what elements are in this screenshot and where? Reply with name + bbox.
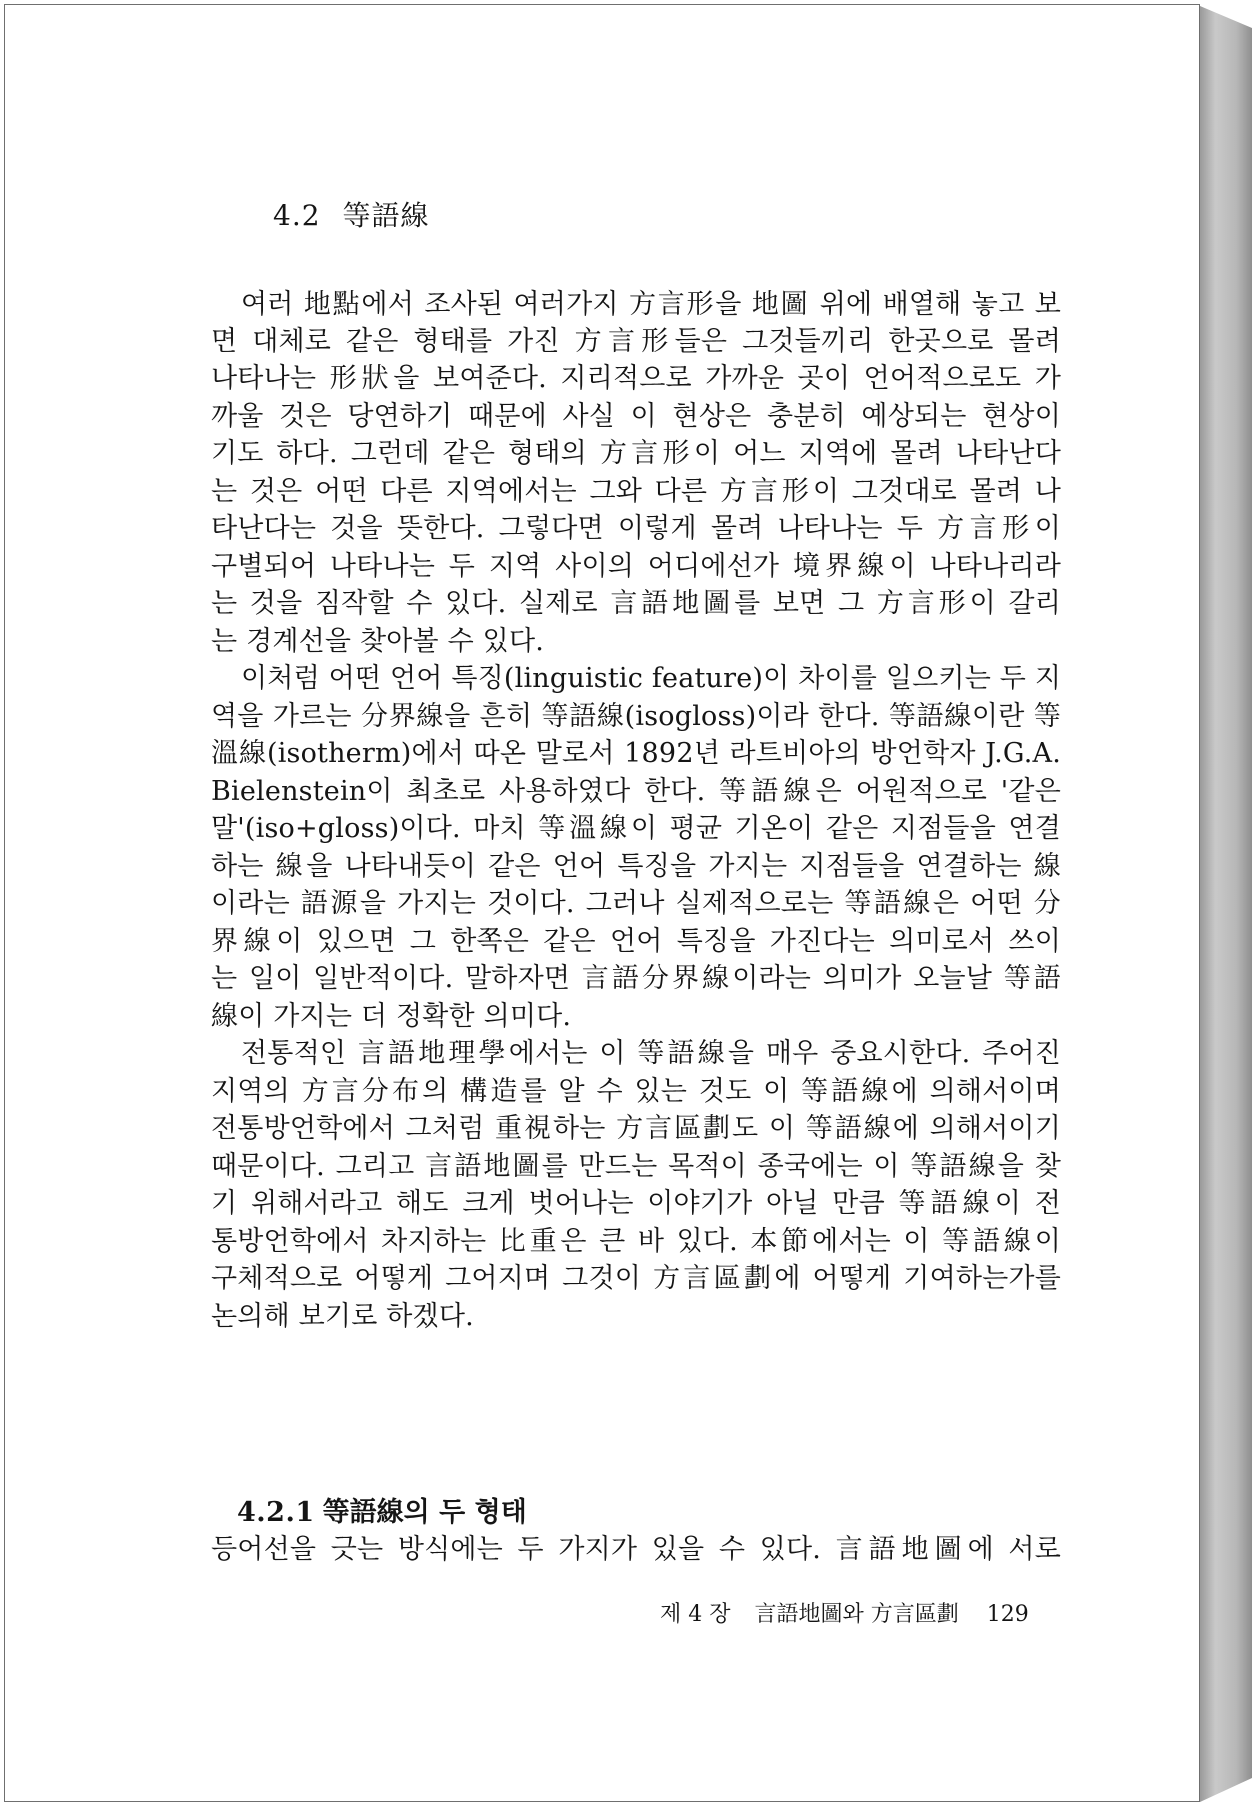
body-line: 타난다는 것을 뜻한다. 그렇다면 이렇게 몰려 나타나는 두 方言形이 xyxy=(211,513,1061,544)
subsection-heading xyxy=(237,1496,527,1530)
subsection-title: 等語線의 두 형태 xyxy=(322,1497,527,1528)
page-content xyxy=(211,5,1061,1801)
body-line: 말'(iso+gloss)이다. 마치 等溫線이 평균 기온이 같은 지점들을 연결 xyxy=(211,813,1061,844)
body-line: 界線이 있으면 그 한쪽은 같은 언어 특징을 가진다는 의미로서 쓰이 xyxy=(211,926,1061,957)
body-line: 는 일이 일반적이다. 말하자면 言語分界線이라는 의미가 오늘날 等語 xyxy=(211,963,1061,994)
section-heading xyxy=(273,198,430,234)
running-footer xyxy=(660,1600,1029,1630)
body-line: 溫線(isotherm)에서 따온 말로서 1892년 라트비아의 방언학자 J.G.A. xyxy=(211,738,1061,769)
body-line: 때문이다. 그리고 言語地圖를 만드는 목적이 종국에는 이 等語線을 찾 xyxy=(211,1151,1061,1182)
body-line: 하는 線을 나타내듯이 같은 언어 특징을 가지는 지점들을 연결하는 線 xyxy=(211,851,1061,882)
page-number: 129 xyxy=(986,1602,1029,1627)
body-line: 기 위해서라고 해도 크게 벗어나는 이야기가 아닐 만큼 等語線이 전 xyxy=(211,1188,1061,1219)
body-line: 이처럼 어떤 언어 특징(linguistic feature)이 차이를 일으키는 두 지 xyxy=(241,663,1062,694)
body-line: 통방언학에서 차지하는 比重은 큰 바 있다. 本節에서는 이 等語線이 xyxy=(211,1226,1061,1257)
body-line: 이라는 語源을 가지는 것이다. 그러나 실제적으로는 等語線은 어떤 分 xyxy=(211,888,1061,919)
body-line: 기도 하다. 그런데 같은 형태의 方言形이 어느 지역에 몰려 나타난다 xyxy=(211,438,1061,469)
body-line: 전통적인 言語地理學에서는 이 等語線을 매우 중요시한다. 주어진 xyxy=(241,1038,1061,1069)
body-line: 전통방언학에서 그처럼 重視하는 方言區劃도 이 等語線에 의해서이기 xyxy=(211,1113,1061,1144)
body-line: 는 경계선을 찾아볼 수 있다. xyxy=(211,626,545,657)
body-line: 역을 가르는 分界線을 흔히 等語線(isogloss)이라 한다. 等語線이란 等 xyxy=(211,701,1061,732)
body-line: 까울 것은 당연하기 때문에 사실 이 현상은 충분히 예상되는 현상이 xyxy=(211,401,1061,432)
section-number: 4.2 xyxy=(273,199,321,232)
footer-title: 言語地圖와 方言區劃 xyxy=(754,1602,959,1627)
body-line: 는 것을 짐작할 수 있다. 실제로 言語地圖를 보면 그 方言形이 갈리 xyxy=(211,588,1061,619)
page-edge xyxy=(1200,6,1252,1802)
body-line: 구별되어 나타나는 두 지역 사이의 어디에선가 境界線이 나타나리라 xyxy=(211,551,1061,582)
body-line: 는 것은 어떤 다른 지역에서는 그와 다른 方言形이 그것대로 몰려 나 xyxy=(211,476,1061,507)
footer-chapter: 제 4 장 xyxy=(660,1602,731,1627)
body-line: 면 대체로 같은 형태를 가진 方言形들은 그것들끼리 한곳으로 몰려 xyxy=(211,326,1061,357)
body-line: 線이 가지는 더 정확한 의미다. xyxy=(211,1001,572,1032)
page xyxy=(4,4,1200,1802)
body-line: Bielenstein이 최초로 사용하였다 한다. 等語線은 어원적으로 '같은 xyxy=(211,776,1061,807)
subsection-body-line: 등어선을 긋는 방식에는 두 가지가 있을 수 있다. 言語地圖에 서로 xyxy=(211,1534,1061,1565)
section-title: 等語線 xyxy=(342,199,430,232)
body-line: 나타나는 形狀을 보여준다. 지리적으로 가까운 곳이 언어적으로도 가 xyxy=(211,363,1061,394)
body-line: 지역의 方言分布의 構造를 알 수 있는 것도 이 等語線에 의해서이며 xyxy=(211,1076,1061,1107)
subsection-number: 4.2.1 xyxy=(237,1497,315,1528)
body-line: 구체적으로 어떻게 그어지며 그것이 方言區劃에 어떻게 기여하는가를 xyxy=(211,1263,1061,1294)
body-line: 논의해 보기로 하겠다. xyxy=(211,1301,474,1332)
body-line: 여러 地點에서 조사된 여러가지 方言形을 地圖 위에 배열해 놓고 보 xyxy=(241,289,1061,320)
